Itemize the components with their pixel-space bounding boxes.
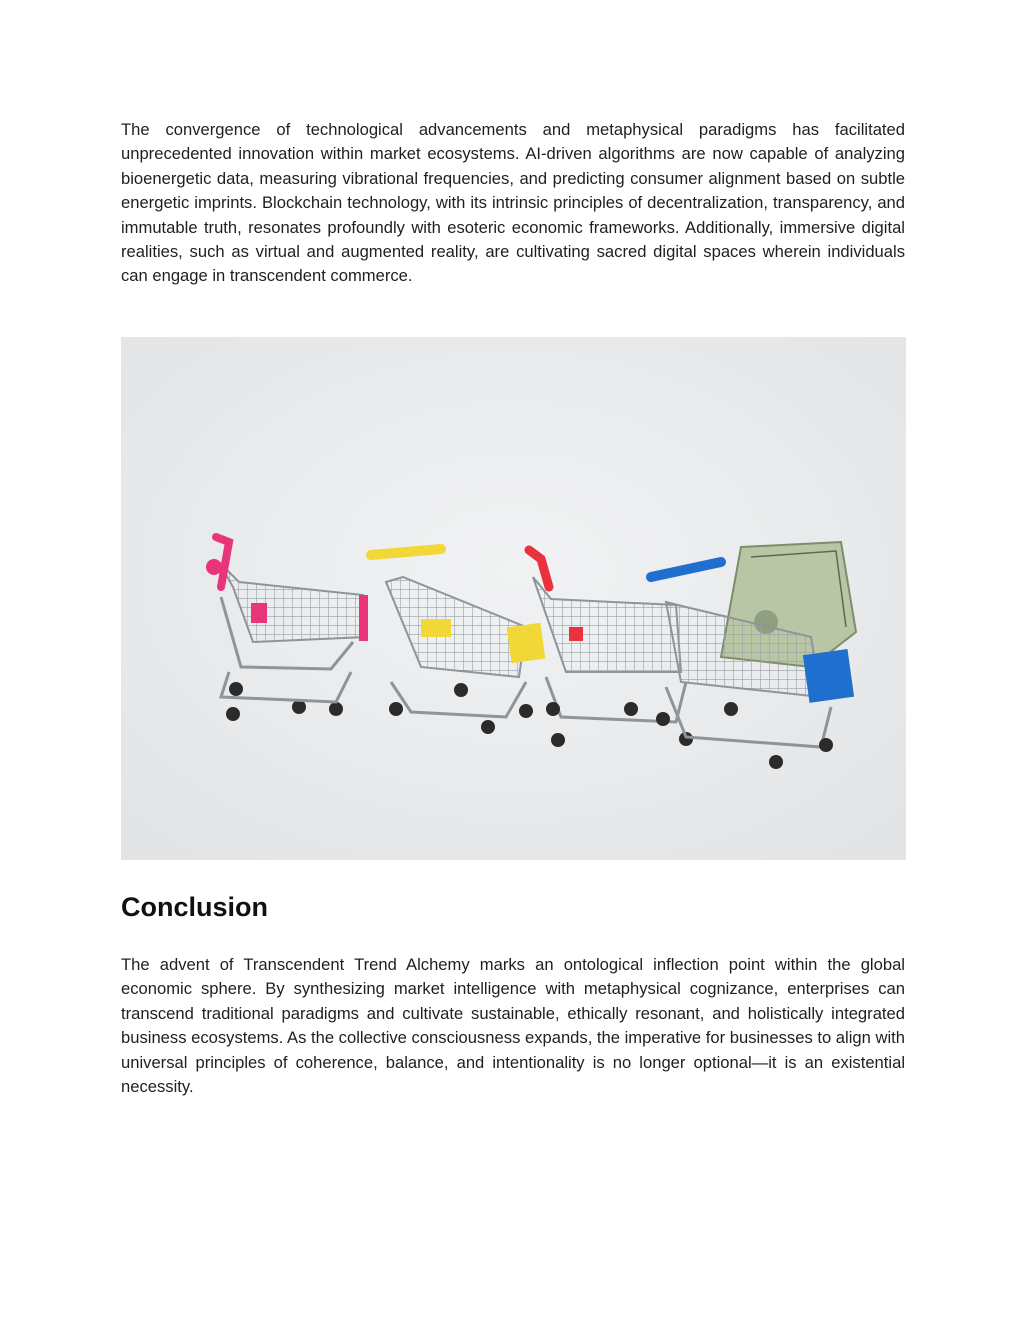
shopping-carts-photo-icon bbox=[121, 337, 906, 860]
conclusion-paragraph: The advent of Transcendent Trend Alchemy marks an ontological inflection point within the global economic sphere. By synthesizing market intelligence with metaphysical cognizance, enterprises can transcend traditional paradigms and cultivate sustainable, ethically resonant, and holistically integrated business ecosystems. As the collective consciousness expands, the imperative for businesses to align with universal principles of coherence, balance, and intentionality is no longer optional—it is an existential necessity. bbox=[121, 955, 905, 1097]
conclusion-heading: Conclusion bbox=[121, 892, 268, 922]
intro-paragraph: The convergence of technological advancements and metaphysical paradigms has facilitated unprecedented innovation within market ecosystems. AI-driven algorithms are now capable of analyzing bioenergetic data, measuring vibrational frequencies, and predicting consumer alignment based on subtle energetic imprints. Blockchain technology, with its intrinsic principles of decentralization, transparency, and immutable truth, resonates profoundly with esoteric economic frameworks. Additionally, immersive digital realities, such as virtual and augmented reality, are cultivating sacred digital spaces wherein individuals can engage in transcendent commerce. bbox=[121, 120, 905, 286]
shopping-carts-image bbox=[121, 337, 906, 860]
